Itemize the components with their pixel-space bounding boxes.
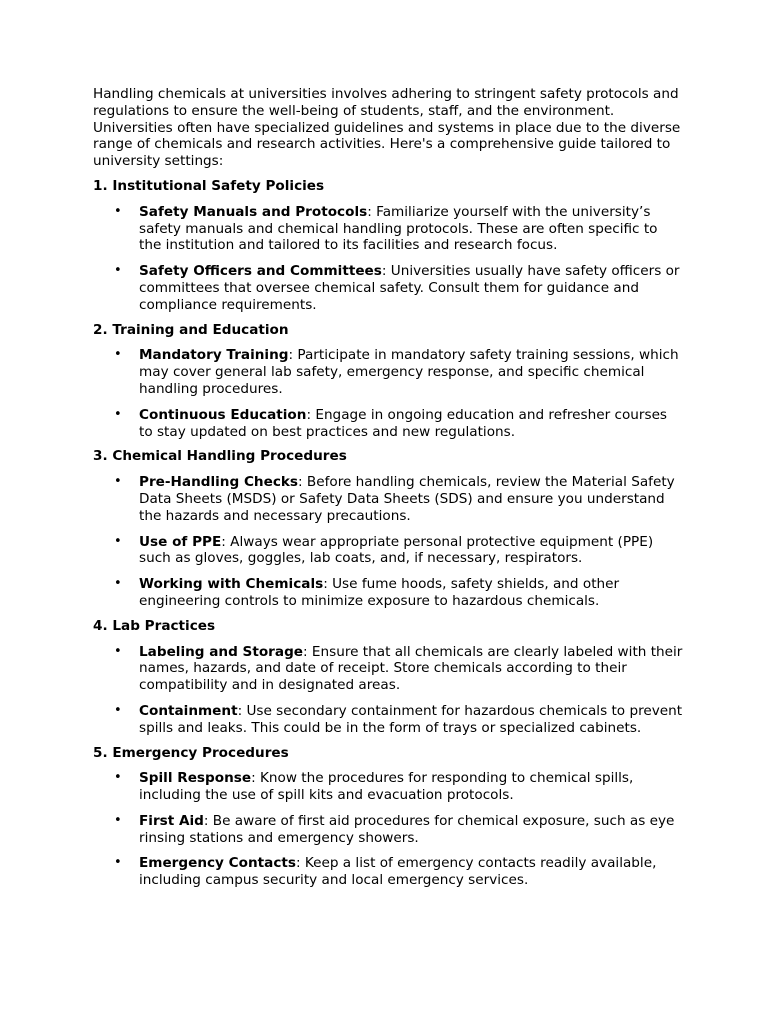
item-text: : Keep a list of emergency contacts readily available, including campus security and local emergency services. [139, 855, 657, 889]
section-heading: 4. Lab Practices [93, 617, 216, 634]
section-heading: 1. Institutional Safety Policies [93, 177, 325, 194]
item-text: : Use fume hoods, safety shields, and other engineering controls to minimize exposure to hazardous chemicals. [139, 576, 620, 609]
bullet-list [93, 204, 683, 314]
item-term: Mandatory Training [139, 347, 289, 364]
bullet-icon: • [114, 702, 122, 718]
bullet-icon: • [114, 855, 122, 871]
item-text: : Ensure that all chemicals are clearly labeled with their names, hazards, and date of receipt. Store chemicals according to their compatibility and in designated areas. [139, 643, 683, 694]
item-text: : Familiarize yourself with the university’s safety manuals and chemical handling protocols. These are often specific to the institution and tailored to its facilities and research focus. [139, 203, 658, 254]
item-term: Working with Chemicals [139, 576, 324, 593]
section-heading: 2. Training and Education [93, 321, 289, 338]
list-item [93, 263, 683, 313]
item-text: : Always wear appropriate personal protective equipment (PPE) such as gloves, goggles, lab coats, and, if necessary, respirators. [139, 533, 654, 567]
bullet-icon: • [114, 406, 122, 422]
list-item [93, 347, 683, 397]
item-term: Containment [139, 702, 238, 719]
section-heading: 5. Emergency Procedures [93, 744, 289, 761]
item-text: : Participate in mandatory safety training sessions, which may cover general lab safety, emergency response, and specific chemical handling procedures. [139, 347, 679, 397]
list-item [93, 407, 683, 441]
list-item [93, 813, 683, 847]
item-term: Pre-Handling Checks [139, 474, 299, 491]
item-term: Use of PPE [139, 533, 222, 550]
list-item [93, 644, 683, 694]
bullet-icon: • [114, 770, 122, 786]
list-item [93, 474, 683, 524]
bullet-icon: • [114, 474, 122, 490]
item-term: Safety Manuals and Protocols [139, 203, 368, 220]
item-term: Spill Response [139, 770, 252, 787]
item-text: : Know the procedures for responding to chemical spills, including the use of spill kits and evacuation protocols. [139, 770, 634, 804]
item-term: Emergency Contacts [139, 855, 296, 872]
item-text: : Engage in ongoing education and refresher courses to stay updated on best practices and new regulations. [139, 406, 668, 440]
bullet-list [93, 644, 683, 737]
bullet-list [93, 770, 683, 889]
list-item [93, 703, 683, 737]
section [93, 322, 683, 441]
intro-paragraph: Handling chemicals at universities involves adhering to stringent safety protocols and regulations to ensure the well-being of students, staff, and the environment. Universities often have specialized guidelines and systems in place due to the diverse range of chemicals and research activities. Here's a comprehensive guide tailored to university settings: [93, 86, 681, 170]
bullet-icon: • [114, 533, 122, 549]
item-text: : Use secondary containment for hazardous chemicals to prevent spills and leaks. This could be in the form of trays or specialized cabinets. [139, 702, 683, 736]
document-page [93, 86, 683, 897]
section [93, 618, 683, 737]
item-term: Continuous Education [139, 406, 307, 423]
section [93, 745, 683, 890]
bullet-icon: • [114, 347, 122, 363]
item-term: First Aid [139, 812, 204, 829]
section [93, 448, 683, 609]
bullet-icon: • [114, 203, 122, 219]
item-text: : Before handling chemicals, review the Material Safety Data Sheets (MSDS) or Safety Data Sheets (SDS) and ensure you understand the hazards and necessary precautions. [139, 474, 675, 524]
item-term: Labeling and Storage [139, 643, 304, 660]
list-item [93, 576, 683, 610]
bullet-list [93, 474, 683, 610]
bullet-icon: • [114, 812, 122, 828]
list-item [93, 534, 683, 568]
bullet-icon: • [114, 643, 122, 659]
section-heading: 3. Chemical Handling Procedures [93, 448, 347, 465]
section [93, 178, 683, 314]
item-term: Safety Officers and Committees [139, 263, 382, 280]
list-item [93, 204, 683, 254]
list-item [93, 855, 683, 889]
item-text: : Be aware of first aid procedures for chemical exposure, such as eye rinsing stations and emergency showers. [139, 812, 675, 846]
item-text: : Universities usually have safety officers or committees that oversee chemical safety. Consult them for guidance and compliance requirements. [139, 263, 680, 313]
list-item [93, 770, 683, 804]
bullet-icon: • [114, 576, 122, 592]
bullet-list [93, 347, 683, 440]
bullet-icon: • [114, 263, 122, 279]
